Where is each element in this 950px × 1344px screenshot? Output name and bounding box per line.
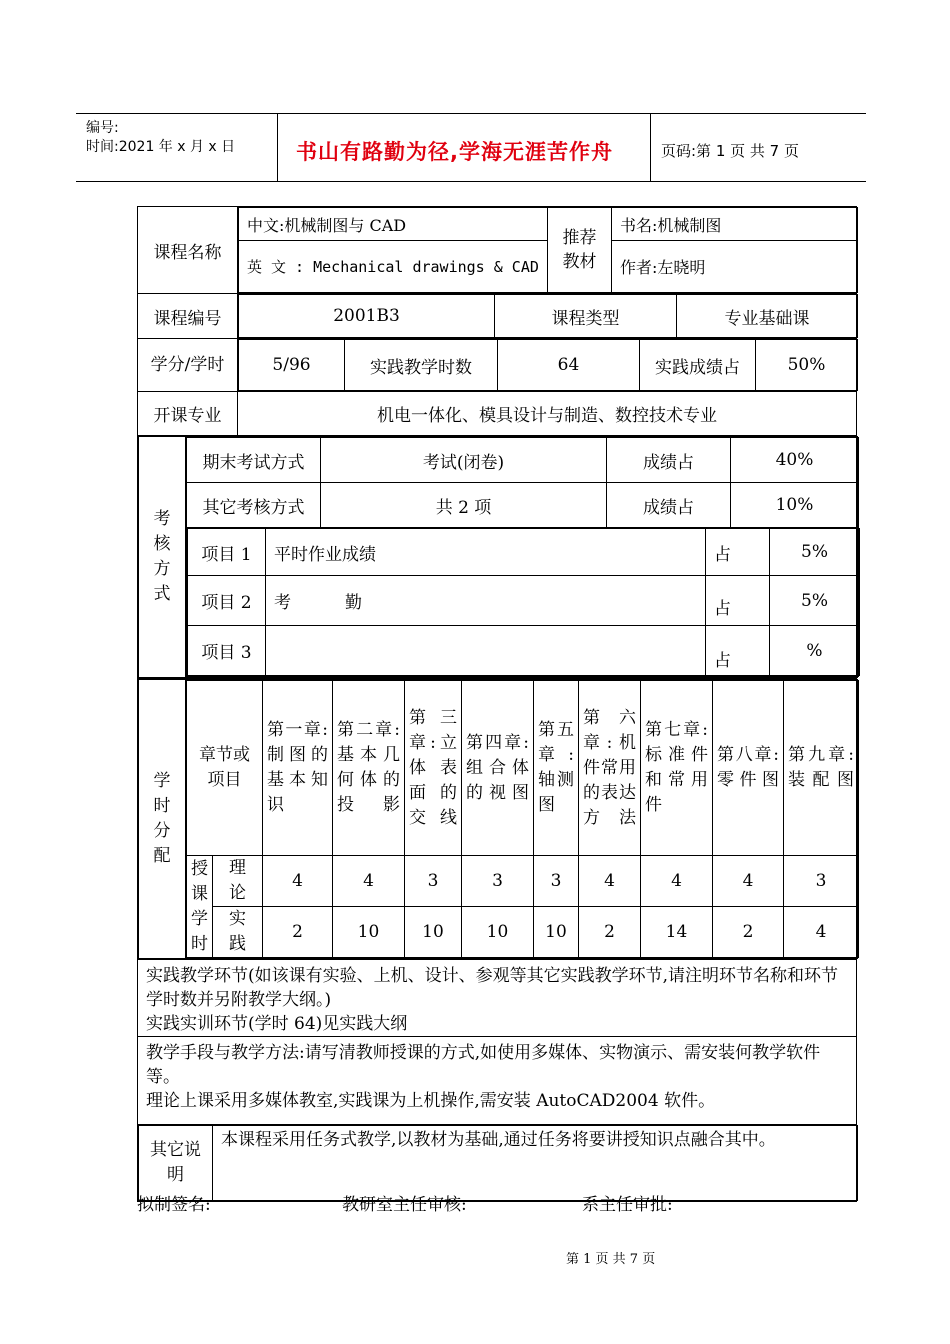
chapter-theory-hours: 3 (784, 856, 859, 907)
doc-number-label: 编号: (86, 120, 119, 136)
major-value: 机电一体化、模具设计与制造、数控技术专业 (238, 392, 857, 436)
credit-value: 5/96 (239, 340, 345, 391)
drafter-signature-label: 拟制签名: (137, 1195, 211, 1215)
credit-row (138, 339, 857, 392)
other-notes-label: 其它说明 (139, 1126, 213, 1201)
other-score-label: 成绩占 (607, 483, 731, 528)
chapter-title: 第二章:基本几何体的投影 (333, 681, 405, 856)
other-assessment-value: 共 2 项 (321, 483, 607, 528)
method-section-line2: 理论上课采用多媒体教室,实践课为上机操作,需安装 AutoCAD2004 软件。 (146, 1091, 716, 1111)
header-divider (277, 113, 278, 182)
chapter-theory-hours: 4 (641, 856, 713, 907)
chapter-practice-hours: 2 (263, 907, 333, 958)
course-syllabus-table (137, 206, 857, 1202)
book-name: 书名:机械制图 (612, 208, 858, 241)
chapter-practice-hours: 2 (713, 907, 784, 958)
chapter-label: 章节或项目 (187, 681, 263, 856)
chapter-theory-hours: 4 (263, 856, 333, 907)
author: 作者:左晓明 (612, 241, 858, 293)
other-notes-text: 本课程采用任务式教学,以教材为基础,通过任务将要讲授知识点融合其中。 (213, 1126, 858, 1201)
chapter-practice-hours: 2 (579, 907, 641, 958)
time-label: 时间:2021 年 x 月 x 日 (86, 139, 236, 155)
item-share-label: 占 (706, 529, 770, 576)
practice-score-label: 实践成绩占 (640, 340, 756, 391)
header-bottom-rule (76, 181, 866, 182)
assessment-label: 考核方式 (139, 437, 186, 678)
header-divider (650, 113, 651, 182)
chapter-title: 第三章:立体表面的交线 (405, 681, 462, 856)
practice-section-line2: 实践实训环节(学时 64)见实践大纲 (146, 1014, 408, 1034)
chapter-title: 第八章:零件图 (713, 681, 784, 856)
method-section-row (138, 1037, 857, 1125)
teach-hours-label: 授课学时 (187, 856, 213, 958)
page-footer: 第 1 页 共 7 页 (566, 1252, 656, 1267)
item-name (266, 626, 706, 676)
item-label: 项目 3 (188, 626, 266, 676)
page-code: 页码:第 1 页 共 7 页 (661, 142, 799, 160)
chapter-theory-hours: 4 (713, 856, 784, 907)
item-label: 项目 2 (188, 576, 266, 626)
header-top-rule (76, 113, 866, 114)
chapter-title: 第一章:制图的基本知识 (263, 681, 333, 856)
practice-section-line1: 实践教学环节(如该课有实验、上机、设计、参观等其它实践教学环节,请注明环节名称和环节学时数并另附教学大纲。) (146, 966, 839, 1010)
chapter-practice-hours: 10 (333, 907, 405, 958)
other-assessment-label: 其它考核方式 (187, 483, 321, 528)
assessment-row (138, 436, 857, 679)
practice-score: 50% (756, 340, 858, 391)
item-name: 考 勤 (266, 576, 706, 626)
course-type: 专业基础课 (677, 295, 858, 338)
chapter-practice-hours: 10 (534, 907, 579, 958)
assessment-item-row (188, 626, 860, 676)
final-score: 40% (731, 438, 859, 483)
office-review-label: 教研室主任审核: (342, 1195, 467, 1215)
chapter-theory-hours: 3 (405, 856, 462, 907)
course-name-cn: 中文:机械制图与 CAD (239, 208, 548, 241)
method-section-line1: 教学手段与教学方法:请写清教师授课的方式,如使用多媒体、实物演示、需安装何教学软件等。 (146, 1043, 821, 1087)
item-share: 5% (770, 576, 860, 626)
final-score-label: 成绩占 (607, 438, 731, 483)
chapter-practice-hours: 10 (405, 907, 462, 958)
item-share: 5% (770, 529, 860, 576)
course-name-row (138, 207, 857, 294)
chapter-practice-hours: 10 (462, 907, 534, 958)
final-exam-label: 期末考试方式 (187, 438, 321, 483)
chapter-theory-hours: 3 (534, 856, 579, 907)
assessment-item-row (188, 576, 860, 626)
major-row (138, 392, 857, 436)
item-share-label: 占 (706, 576, 770, 626)
final-exam-value: 考试(闭卷) (321, 438, 607, 483)
chapter-title: 第五章:轴测图 (534, 681, 579, 856)
credit-label: 学分/学时 (138, 339, 238, 392)
theory-label: 理论 (213, 856, 263, 907)
chapter-practice-hours: 14 (641, 907, 713, 958)
item-share-label: 占 (706, 626, 770, 676)
motto: 书山有路勤为径,学海无涯苦作舟 (296, 140, 613, 164)
chapter-title: 第六章:机件常用的表达方法 (579, 681, 641, 856)
practice-hours: 64 (498, 340, 640, 391)
chapter-theory-hours: 4 (333, 856, 405, 907)
course-name-label: 课程名称 (138, 207, 238, 294)
chapter-title: 第九章:装配图 (784, 681, 859, 856)
dept-approval-label: 系主任审批: (582, 1195, 673, 1215)
practice-hours-label: 实践教学时数 (345, 340, 498, 391)
major-label: 开课专业 (138, 392, 238, 436)
course-type-label: 课程类型 (495, 295, 677, 338)
course-name-en: 英 文 : Mechanical drawings & CAD (239, 241, 548, 293)
chapter-title: 第四章:组合体的视图 (462, 681, 534, 856)
item-share: % (770, 626, 860, 676)
item-name: 平时作业成绩 (266, 529, 706, 576)
course-code-label: 课程编号 (138, 294, 238, 339)
other-score: 10% (731, 483, 859, 528)
recommended-label: 推荐教材 (548, 208, 612, 293)
hours-allocation-row (138, 679, 857, 960)
item-label: 项目 1 (188, 529, 266, 576)
hours-label: 学时分配 (139, 680, 186, 959)
practice-label: 实践 (213, 907, 263, 958)
chapter-theory-hours: 3 (462, 856, 534, 907)
chapter-practice-hours: 4 (784, 907, 859, 958)
practice-section-row (138, 960, 857, 1037)
other-notes-row (138, 1125, 857, 1202)
assessment-item-row (188, 529, 860, 576)
course-code: 2001B3 (239, 295, 495, 338)
chapter-theory-hours: 4 (579, 856, 641, 907)
chapter-title: 第七章:标准件和常用件 (641, 681, 713, 856)
course-code-row (138, 294, 857, 339)
